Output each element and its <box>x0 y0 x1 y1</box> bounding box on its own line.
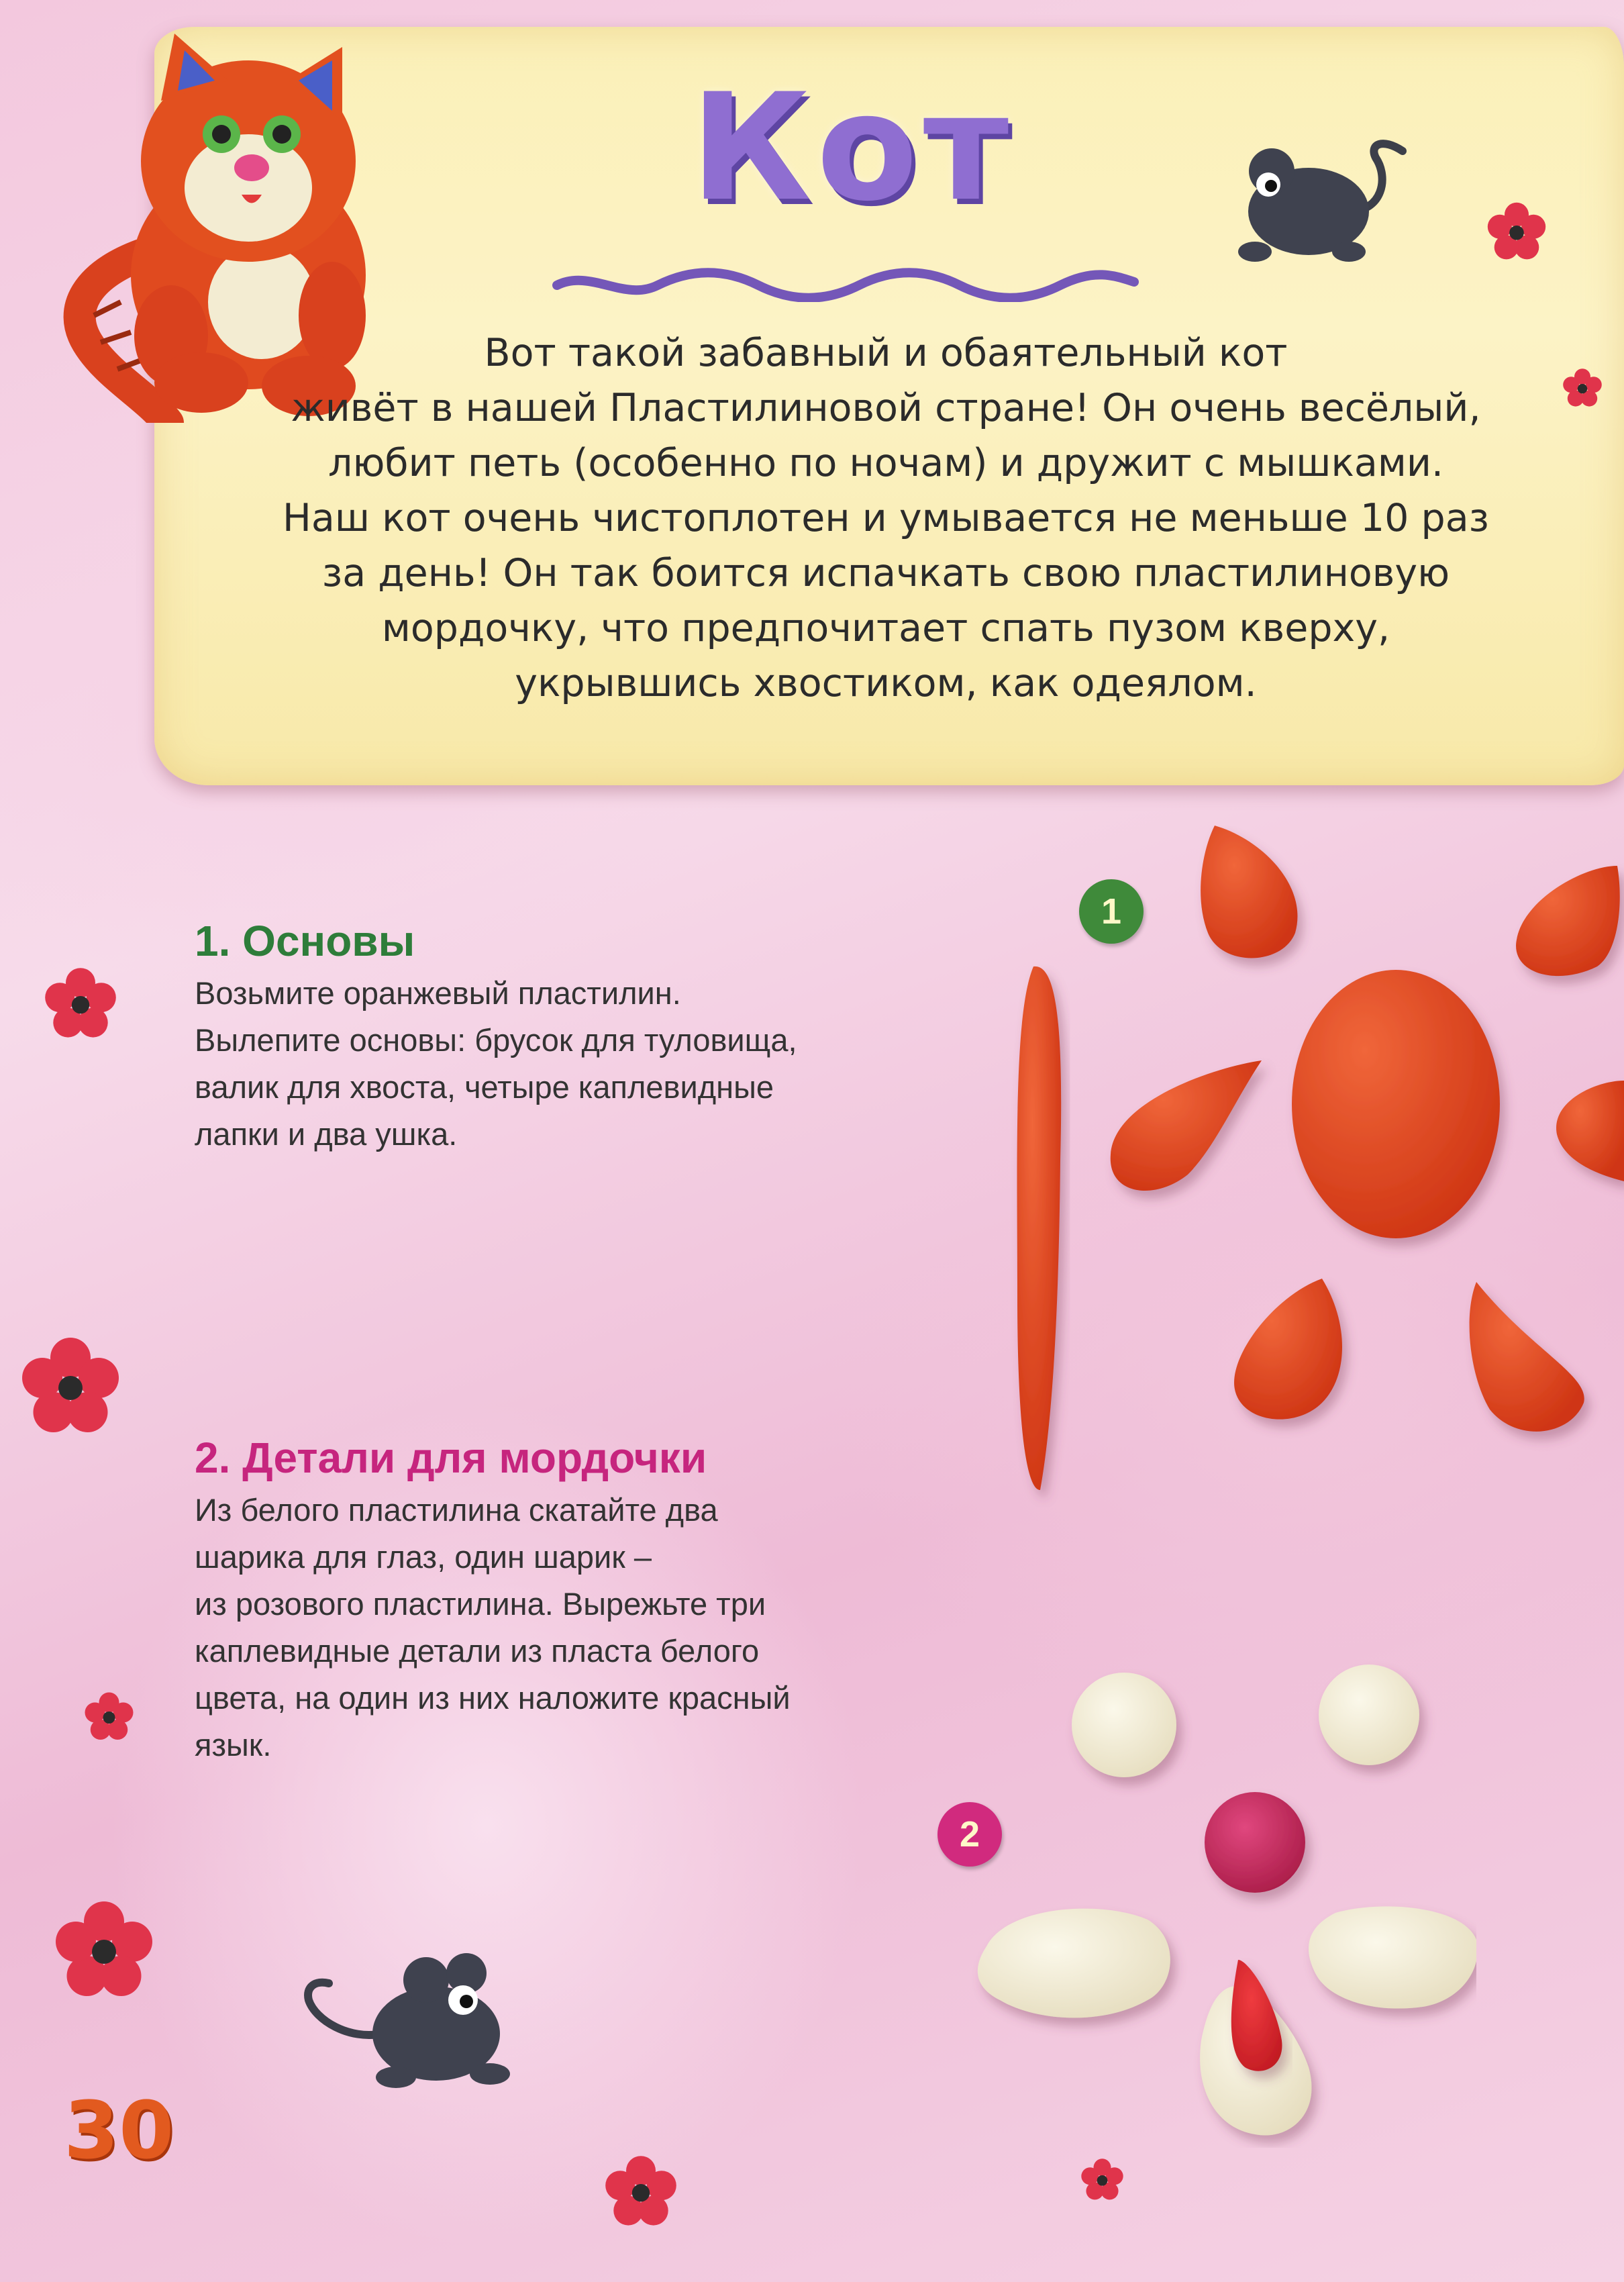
white-drop <box>978 1909 1170 2018</box>
paw <box>1470 1282 1584 1432</box>
step-1-clay-pieces <box>993 826 1624 1510</box>
body-block <box>1292 970 1500 1238</box>
step-1-line: валик для хвоста, четыре каплевидные <box>195 1069 774 1105</box>
page-title: Кот <box>690 62 1015 234</box>
flower-icon <box>84 1691 134 1742</box>
step-2-line: цвета, на один из них наложите красный <box>195 1680 791 1716</box>
step-2-line: язык. <box>195 1727 272 1763</box>
flower-icon <box>20 1336 121 1436</box>
step-1-line: Возьмите оранжевый пластилин. <box>195 975 681 1011</box>
paw <box>1556 1081 1624 1181</box>
step-1-line: Вылепите основы: брусок для туловища, <box>195 1022 797 1058</box>
clay-mouse-icon <box>295 1940 523 2094</box>
intro-line: мордочку, что предпочитает спать пузом кверху, <box>381 606 1390 650</box>
intro-line: любит петь (особенно по ночам) и дружит с мышками. <box>328 441 1443 485</box>
paw <box>1111 1060 1262 1191</box>
flower-icon <box>604 2154 678 2228</box>
step-1-line: лапки и два ушка. <box>195 1116 458 1152</box>
step-2-badge: 2 <box>937 1802 1002 1867</box>
red-tongue <box>1231 1960 1282 2071</box>
ear-right <box>1516 866 1620 976</box>
eye-ball <box>1072 1673 1176 1777</box>
flower-icon <box>54 1899 154 2000</box>
flower-icon <box>1562 368 1603 408</box>
step-2-line: каплевидные детали из пласта белого <box>195 1633 760 1669</box>
step-2-line: из розового пластилина. Вырежьте три <box>195 1586 766 1622</box>
flower-icon <box>1486 201 1547 262</box>
step-1-instructions <box>195 970 797 1158</box>
paw <box>1234 1279 1342 1420</box>
intro-line: Вот такой забавный и обаятельный кот <box>484 331 1288 375</box>
ear-left <box>1201 826 1297 958</box>
intro-text <box>228 326 1543 711</box>
step-2-line: шарика для глаз, один шарик – <box>195 1539 652 1575</box>
step-2-heading: 2. Детали для мордочки <box>195 1434 707 1482</box>
intro-line: за день! Он так боится испачкать свою пластилиновую <box>321 551 1450 595</box>
step-2-instructions <box>195 1487 791 1769</box>
flower-icon <box>1080 2158 1124 2201</box>
page-number: 30 <box>64 2084 174 2177</box>
title-underline <box>550 262 1141 302</box>
step-2-line: Из белого пластилина скатайте два <box>195 1492 718 1528</box>
intro-line: Наш кот очень чистоплотен и умывается не меньше 10 раз <box>283 496 1489 540</box>
tail-roll <box>1017 966 1062 1490</box>
white-drop <box>1309 1906 1476 2008</box>
intro-line: укрывшись хвостиком, как одеялом. <box>515 661 1257 705</box>
eye-ball <box>1319 1665 1419 1765</box>
step-2-clay-pieces <box>966 1651 1476 2148</box>
nose-ball <box>1205 1792 1305 1893</box>
step-1-badge: 1 <box>1079 879 1144 944</box>
step-1-heading: 1. Основы <box>195 917 415 965</box>
intro-line: живёт в нашей Пластилиновой стране! Он очень весёлый, <box>291 386 1481 430</box>
clay-mouse-icon <box>1215 138 1416 272</box>
flower-icon <box>44 966 117 1040</box>
